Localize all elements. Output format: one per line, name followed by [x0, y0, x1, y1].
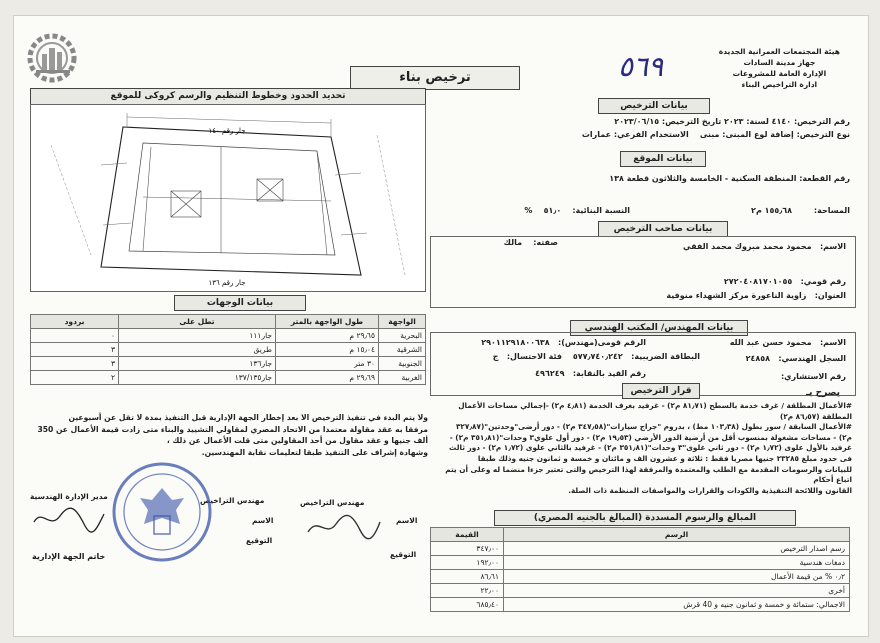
warning-paragraph	[30, 412, 428, 458]
facade-overlook: طريق	[119, 343, 276, 357]
stamp-signature-label: التوقيع	[246, 536, 273, 545]
engineer-syndicate-row	[535, 369, 646, 378]
admin-title: مدير الإدارة الهندسية	[30, 492, 108, 501]
license-year-label: لسنة:	[746, 117, 769, 126]
license-type-value: إضافة لوع المبنى: مبنى	[699, 130, 794, 139]
owner-capacity-label: صفته:	[533, 238, 558, 247]
stamp-name-label: الاسم	[252, 516, 274, 525]
fees-table	[430, 527, 850, 612]
facade-length: ٢٩٫٦٩ م	[276, 371, 379, 385]
facade-name: الجنوبية	[379, 357, 426, 371]
facades-table	[30, 314, 426, 385]
facade-name: الغربية	[379, 371, 426, 385]
fee-value: ٣٤٧٫٠٠	[431, 542, 504, 556]
owner-capacity-value: مالك	[503, 238, 523, 247]
engineer-national-id-row	[481, 338, 646, 347]
license-number-label: رقم الترخيص:	[793, 117, 850, 126]
license-year-value: ٢٠٢٣	[724, 117, 744, 126]
facade-length: ١٥٫٠٤ م	[276, 343, 379, 357]
col-overlook: تطل على	[119, 315, 276, 329]
fee-value: ٨٦٫٦١	[431, 570, 504, 584]
warning-line: ألف جنيها و عقد مقاول من أحد المقاولين متى قلت الأعمال عن ذلك ،	[166, 436, 428, 445]
plot-label: رقم القطعة:	[799, 174, 850, 183]
admin-signature-mark	[32, 504, 106, 542]
stamp-title: مهندس التراخيص	[200, 496, 265, 505]
engineer-signature-label: التوقيع	[390, 550, 417, 559]
engineer-category-label: فئة الاحتسال:	[506, 352, 562, 361]
table-row	[431, 542, 850, 556]
fee-name: دمغات هندسية	[504, 556, 850, 570]
facade-setback: ٣	[31, 343, 119, 357]
authority-line-3: الإدارة العامة للمشروعات	[732, 69, 827, 78]
license-usage-label: الاستخدام الفرعي:	[613, 130, 689, 139]
engineer-register-row	[746, 354, 846, 363]
facade-overlook: جار١١١	[119, 329, 276, 343]
facade-length: ٣٠ متر	[276, 357, 379, 371]
table-row	[31, 343, 426, 357]
license-date-label: تاريخ الترخيص:	[661, 117, 722, 126]
decision-text	[428, 401, 852, 496]
engineer-tax-label: البطاقة الضريبية:	[631, 352, 700, 361]
table-row	[431, 556, 850, 570]
engineer-syndicate-label: رقم القيد بالنقابة:	[572, 369, 646, 378]
engineer-tax-row	[573, 352, 700, 361]
col-length: طول الواجهة بالمتر	[276, 315, 379, 329]
fee-value: ١٩٢٫٠٠	[431, 556, 504, 570]
facades-header: بيانات الوجهات	[174, 295, 306, 311]
facade-setback: ٠	[31, 329, 119, 343]
plan-label-top: جار رقم ١٤٠	[208, 127, 246, 135]
area-label: المساحة:	[813, 206, 850, 215]
fees-total-label: الاجمالي:	[816, 600, 845, 609]
document-title: ترخيص بناء	[350, 66, 520, 90]
fees-header-row	[431, 528, 850, 542]
engineer-name-label: الاسم:	[819, 338, 846, 347]
license-number-value: ٤١٤٠	[771, 117, 792, 126]
authority-logo	[24, 30, 80, 86]
facade-setback: ٢	[31, 371, 119, 385]
fee-name: ٠٫٢ % من قيمة الأعمال	[504, 570, 850, 584]
col-setback: بردود	[31, 315, 119, 329]
facade-name: البحرية	[379, 329, 426, 343]
signature-scribble-icon	[304, 508, 384, 548]
authority-line-2: جهاز مدينة السادات	[743, 58, 816, 67]
engineer-register-label: السجل الهندسي:	[778, 354, 846, 363]
decision-line: م٢) - مساحات مشغولة بمنسوب أقل من أرضية الدور الأرضي (١٩٫٥٣ م٢) - دور أول علوي٣ وحدات"(٣٥١٫٨١ م٢) -	[449, 432, 852, 442]
engineer-name-value: محمود حسن عبد الله	[729, 338, 812, 347]
fee-name: رسم اصدار الترخيص	[504, 542, 850, 556]
ratio-row	[524, 206, 630, 215]
owner-name-label: الاسم:	[819, 242, 846, 251]
engineer-category-row	[493, 352, 562, 361]
col-face: الواجهة	[379, 315, 426, 329]
authority-header	[719, 46, 840, 90]
decision-header: قرار الترخيص	[622, 383, 700, 399]
fee-value: ٢٢٫٠٠	[431, 584, 504, 598]
fees-total-words: ستمائة و خمسة و ثمانون جنيه و 40 قرش	[683, 600, 814, 609]
site-plan-drawing	[30, 104, 426, 292]
warning-line: ولا يتم البدء في تنفيذ الترخيص الا بعد إخطار الجهة الإدارية قبل التنفيذ بمدة لا تقل عن أسبوعين	[68, 413, 428, 422]
ratio-unit: %	[524, 206, 533, 215]
gear-building-icon	[24, 30, 80, 86]
engineer-name-label: الاسم	[396, 516, 418, 525]
engineer-consult-label: رقم الاستشاري:	[780, 372, 846, 381]
engineer-national-id-label: الرقم قومى(مهندس):	[558, 338, 646, 347]
engineer-register-value: ٢٤٨٥٨	[745, 354, 770, 363]
facade-overlook: جار١٣٧/١٣٥	[119, 371, 276, 385]
decision-line: للبيانات والرسومات المقدمة مع الطلب والمعتمدة والمرفقة لهذا الترخيص والتى تعتبر جزءا منضما له وعلى أن يتم اتباع أحكام	[445, 464, 852, 485]
warning-line: وشهادة إشراف على التنفيذ طبقا لتعليمات نقابة المهندسين.	[201, 447, 428, 457]
plan-label-bottom: جار رقم ١٣٦	[208, 279, 246, 287]
table-row	[31, 357, 426, 371]
decision-line: #الأعمال السابقة / سور بطول (١٠٣٫٣٨ مط) ، بدروم "جراج سيارات"(٣٤٧٫٥٨ م٢) - دور أرضى"وحدتين"(٣٢٧٫٨٧	[455, 422, 852, 432]
eagle-seal-icon	[110, 460, 214, 564]
engineer-title: مهندس التراخيص	[300, 498, 365, 507]
authority-line-1: هيئة المجتمعات العمرانية الجديدة	[718, 47, 840, 56]
col-fee-name: الرسم	[504, 528, 850, 542]
table-row	[431, 584, 850, 598]
allowed-label: يصرح بـ	[806, 388, 840, 398]
document-number: ٥٦٩	[618, 50, 664, 83]
decision-line: القانون واللائحة التنفيذية والكودات والقرارات والمواصفات المنظمة ذات الصلة.	[568, 485, 852, 495]
ratio-label: النسبة البنائية:	[572, 206, 630, 215]
facades-header-row	[31, 315, 426, 329]
engineer-signature-mark	[304, 508, 384, 552]
engineer-national-id-value: ٢٩٠١١٢٩١٨٠٠٦٣٨	[481, 338, 550, 347]
col-fee-value: القيمة	[431, 528, 504, 542]
owner-name-row	[683, 242, 846, 251]
site-plan-title: تحديد الحدود وخطوط التنظيم والرسم كروكى للموقع	[30, 88, 426, 105]
fees-header: المبالغ والرسوم المسددة (المبالغ بالجنيه المصري)	[494, 510, 796, 526]
table-row	[31, 329, 426, 343]
license-document	[14, 16, 868, 636]
table-row	[31, 371, 426, 385]
owner-header: بيانات صاحب الترخيص	[598, 221, 728, 237]
fees-total-cell	[504, 598, 850, 612]
fees-total-row	[431, 598, 850, 612]
official-seal	[110, 460, 214, 568]
decision-line: غرفيد بالأول علوى (١٫٧٢ م٢) - دور ثاني علوى"٣ وحدات"(٣٥١٫٨١ م٢) - غرفيد بالثاني علوى (١٫٧٢ م٢) - دور ثالث	[449, 443, 852, 453]
owner-capacity-row	[504, 238, 558, 247]
seal-label: خاتم الجهة الإدارية	[32, 552, 106, 561]
decision-line: المطلقة (٨٦٫٥٧ م٢)	[779, 411, 852, 421]
decision-line: فى حدود مبلغ ٢٣٢٨٥ جنيها مصريا فقط : ثلاثة و عشرون الف و مائتان و خمسة و ثمانون جنيه وذلك طبقا	[477, 453, 852, 463]
license-header: بيانات الترخيص	[598, 98, 710, 114]
engineer-header: بيانات المهندس/ المكتب الهندسي	[570, 320, 748, 336]
owner-address-value: زاوية الناعورة مركز الشهداء منوفية	[666, 291, 807, 300]
ratio-value: ٥١٫٠	[543, 206, 562, 215]
license-type-label: نوع الترخيص:	[796, 130, 850, 139]
facade-setback: ٣	[31, 357, 119, 371]
engineer-tax-value: ٥٧٧٫٧٤٠٫٢٤٢	[572, 352, 623, 361]
table-row	[431, 570, 850, 584]
owner-id-label: رقم قومي:	[800, 277, 846, 286]
authority-line-4: ادارة التراخيص البناء	[741, 80, 818, 89]
facade-name: الشرقية	[379, 343, 426, 357]
decision-line: #الأعمال المطلقة / غرف خدمة بالسطح (٨١٫٧١ م٢) - غرفيد بغرف الخدمة (٤٫٨١ م٢) -إجمالي مساحات الأعمال	[458, 401, 852, 410]
area-row	[814, 206, 850, 215]
owner-address-row	[666, 291, 846, 300]
area-value: ١٥٥٫٦٨ م٢	[751, 206, 792, 215]
signature-scribble-icon	[32, 504, 106, 538]
engineer-name-row	[730, 338, 846, 347]
license-usage-value: عمارات	[581, 130, 612, 139]
license-date-value: ٢٠٢٣/٠٦/١٥	[614, 117, 660, 126]
owner-name-value: محمود محمد مبروك محمد الفقي	[682, 242, 812, 251]
owner-id-row	[724, 277, 846, 286]
site-plan-svg	[31, 105, 425, 291]
engineer-consult-row	[781, 372, 846, 381]
engineer-syndicate-value: ٤٩٦٢٤٩	[535, 369, 565, 378]
engineer-category-value: ج	[492, 352, 499, 361]
owner-id-value: ٢٧٢٠٤٠٨١٧٠١٠٥٥	[723, 277, 793, 286]
license-number-row	[614, 117, 850, 126]
warning-line: مرفقا به عقد مقاولة معتمدا من الاتحاد المصري لمقاولي التشييد والبناء متى زادت قيمة الأعمال عن 350	[37, 424, 428, 434]
plot-row	[609, 174, 850, 183]
facade-overlook: جار١٣٦	[119, 357, 276, 371]
fee-name: أخرى	[504, 584, 850, 598]
fees-total-value: ٦٨٥٫٤٠	[431, 598, 504, 612]
owner-address-label: العنوان:	[814, 291, 846, 300]
facade-length: ٢٩٫٦٥ م	[276, 329, 379, 343]
site-header: بيانات الموقع	[620, 151, 706, 167]
plot-value: المنطقة السكنية - الخامسة والثلاثون قطعة ١٣٨	[609, 174, 797, 183]
license-type-row	[582, 130, 850, 139]
